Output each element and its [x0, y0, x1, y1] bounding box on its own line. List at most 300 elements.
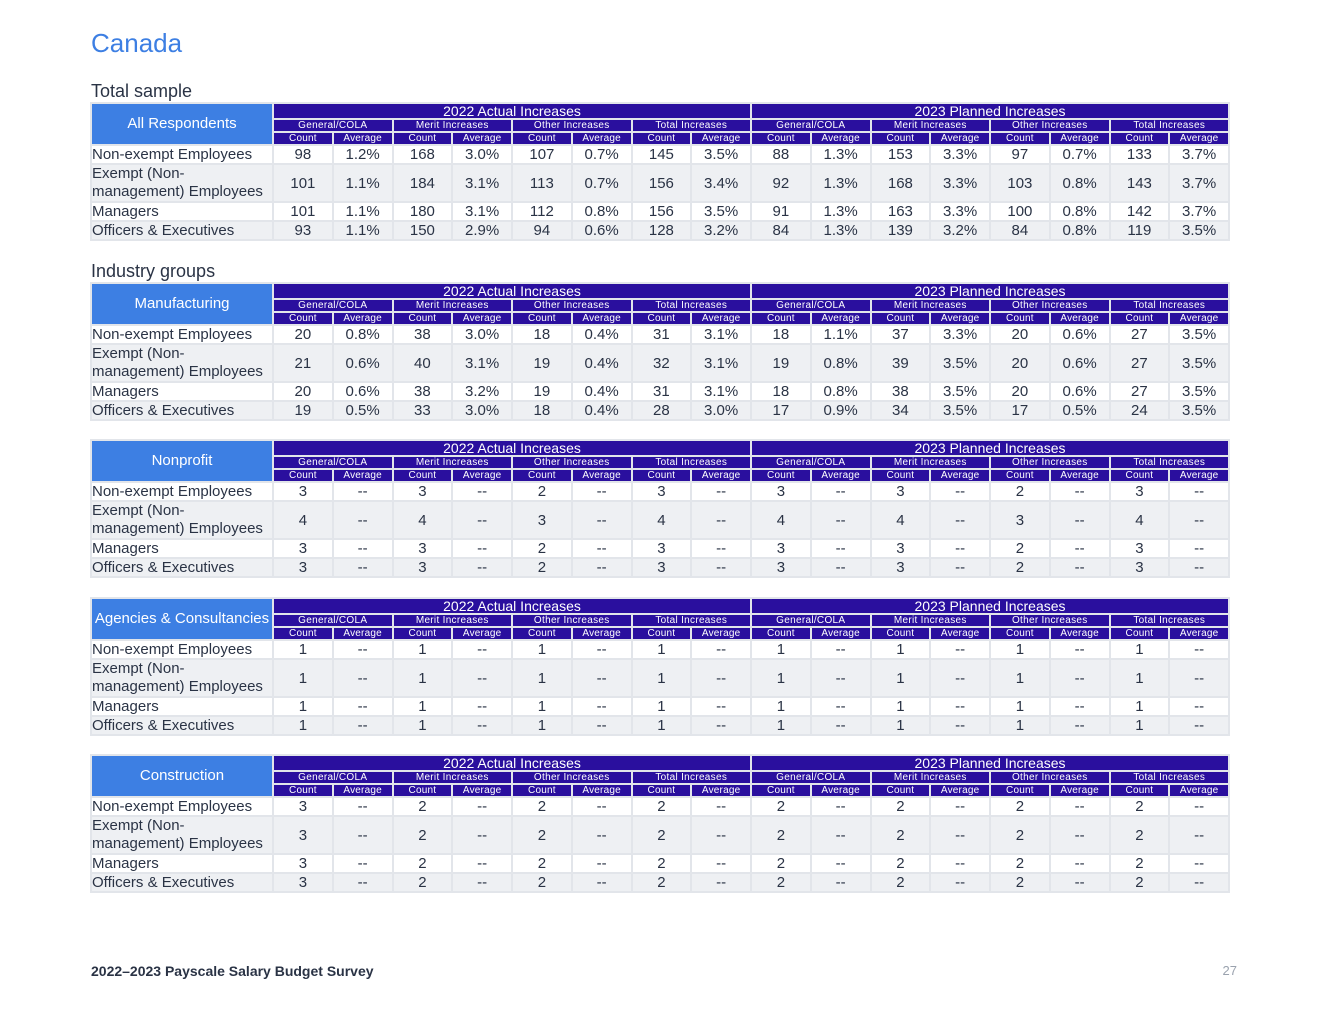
average-cell: 3.1% — [453, 203, 511, 220]
table-row — [92, 345, 1228, 381]
average-cell: -- — [1051, 641, 1109, 658]
average-cell: -- — [1051, 540, 1109, 557]
average-cell: -- — [453, 817, 511, 853]
average-cell: -- — [573, 559, 631, 576]
table-row — [92, 146, 1228, 163]
table-row — [92, 559, 1228, 576]
row-label: Managers — [92, 698, 272, 715]
count-cell: 1 — [394, 717, 452, 734]
row-label: Officers & Executives — [92, 222, 272, 239]
count-cell: 20 — [991, 326, 1049, 343]
average-cell: -- — [573, 641, 631, 658]
count-header: Count — [394, 785, 452, 796]
count-cell: 3 — [394, 483, 452, 500]
average-cell: -- — [573, 540, 631, 557]
count-cell: 3 — [872, 483, 930, 500]
count-cell: 2 — [1111, 817, 1169, 853]
average-cell: 0.9% — [812, 402, 870, 419]
group-header: All Respondents — [92, 104, 272, 144]
average-cell: -- — [1170, 483, 1228, 500]
average-cell: 0.8% — [334, 326, 392, 343]
section-label-total-sample: Total sample — [91, 81, 193, 101]
average-cell: 3.5% — [692, 203, 750, 220]
average-cell: 3.3% — [931, 326, 989, 343]
count-cell: 2 — [991, 798, 1049, 815]
average-header: Average — [931, 470, 989, 481]
salary-table — [90, 102, 1230, 241]
count-cell: 1 — [1111, 698, 1169, 715]
count-cell: 19 — [513, 383, 571, 400]
count-cell: 113 — [513, 165, 571, 201]
category-header: Other Increases — [513, 300, 631, 311]
average-cell: -- — [1170, 660, 1228, 696]
group-header: Construction — [92, 756, 272, 796]
category-header: Merit Increases — [872, 772, 990, 783]
count-cell: 2 — [513, 483, 571, 500]
average-header: Average — [573, 628, 631, 639]
average-cell: -- — [573, 660, 631, 696]
average-cell: 0.6% — [334, 383, 392, 400]
count-header: Count — [513, 785, 571, 796]
count-header: Count — [991, 628, 1049, 639]
count-cell: 1 — [1111, 641, 1169, 658]
count-cell: 184 — [394, 165, 452, 201]
category-header: Merit Increases — [872, 457, 990, 468]
average-cell: -- — [1051, 717, 1109, 734]
row-label: Officers & Executives — [92, 402, 272, 419]
average-cell: -- — [1051, 559, 1109, 576]
average-cell: 0.6% — [1051, 345, 1109, 381]
average-header: Average — [573, 470, 631, 481]
count-header: Count — [633, 470, 691, 481]
category-header: Merit Increases — [394, 120, 512, 131]
count-cell: 3 — [274, 540, 332, 557]
count-cell: 2 — [752, 874, 810, 891]
count-cell: 1 — [872, 660, 930, 696]
average-cell: -- — [931, 502, 989, 538]
average-cell: -- — [1051, 798, 1109, 815]
average-cell: -- — [334, 798, 392, 815]
average-cell: 3.1% — [692, 326, 750, 343]
average-header: Average — [931, 133, 989, 144]
average-cell: 3.3% — [931, 165, 989, 201]
average-cell: -- — [1170, 874, 1228, 891]
count-cell: 2 — [1111, 874, 1169, 891]
count-cell: 3 — [513, 502, 571, 538]
count-cell: 27 — [1111, 326, 1169, 343]
average-cell: 1.3% — [812, 222, 870, 239]
average-cell: -- — [573, 717, 631, 734]
average-cell: 3.2% — [692, 222, 750, 239]
count-header: Count — [633, 785, 691, 796]
category-header: Other Increases — [513, 772, 631, 783]
average-cell: -- — [692, 698, 750, 715]
count-cell: 2 — [513, 540, 571, 557]
count-header: Count — [1111, 470, 1169, 481]
period-header: 2023 Planned Increases — [752, 284, 1228, 298]
count-cell: 3 — [633, 483, 691, 500]
count-header: Count — [633, 313, 691, 324]
count-cell: 1 — [513, 717, 571, 734]
count-cell: 2 — [752, 798, 810, 815]
average-cell: -- — [812, 483, 870, 500]
count-header: Count — [752, 313, 810, 324]
category-header: Total Increases — [633, 300, 751, 311]
count-cell: 119 — [1111, 222, 1169, 239]
category-header: Other Increases — [991, 772, 1109, 783]
category-header: Merit Increases — [872, 300, 990, 311]
average-header: Average — [1051, 133, 1109, 144]
count-cell: 3 — [274, 559, 332, 576]
count-cell: 4 — [872, 502, 930, 538]
count-cell: 156 — [633, 203, 691, 220]
count-cell: 128 — [633, 222, 691, 239]
count-cell: 20 — [991, 345, 1049, 381]
count-header: Count — [274, 785, 332, 796]
count-cell: 27 — [1111, 383, 1169, 400]
count-cell: 3 — [1111, 540, 1169, 557]
average-header: Average — [334, 628, 392, 639]
average-cell: -- — [453, 660, 511, 696]
count-cell: 18 — [513, 326, 571, 343]
average-cell: -- — [1170, 817, 1228, 853]
count-cell: 3 — [274, 855, 332, 872]
table-row — [92, 222, 1228, 239]
count-cell: 2 — [752, 855, 810, 872]
average-cell: 1.1% — [334, 165, 392, 201]
average-cell: -- — [334, 502, 392, 538]
average-cell: -- — [692, 641, 750, 658]
count-cell: 4 — [633, 502, 691, 538]
average-cell: -- — [692, 798, 750, 815]
row-label: Officers & Executives — [92, 874, 272, 891]
row-label: Exempt (Non-management) Employees — [92, 817, 272, 853]
count-cell: 1 — [274, 698, 332, 715]
average-header: Average — [453, 628, 511, 639]
count-header: Count — [752, 470, 810, 481]
average-cell: -- — [692, 660, 750, 696]
count-cell: 2 — [872, 855, 930, 872]
period-header: 2023 Planned Increases — [752, 441, 1228, 455]
average-cell: -- — [931, 717, 989, 734]
average-cell: -- — [1051, 483, 1109, 500]
average-cell: 0.7% — [573, 146, 631, 163]
table-row — [92, 855, 1228, 872]
count-cell: 1 — [752, 641, 810, 658]
average-cell: -- — [1051, 874, 1109, 891]
average-cell: 0.8% — [812, 383, 870, 400]
average-cell: 3.1% — [453, 165, 511, 201]
count-cell: 18 — [752, 383, 810, 400]
average-cell: -- — [931, 874, 989, 891]
category-header: General/COLA — [752, 120, 870, 131]
count-cell: 84 — [752, 222, 810, 239]
count-cell: 1 — [752, 717, 810, 734]
average-cell: 0.8% — [812, 345, 870, 381]
average-cell: -- — [812, 717, 870, 734]
count-cell: 4 — [752, 502, 810, 538]
average-header: Average — [812, 470, 870, 481]
average-cell: 0.4% — [573, 326, 631, 343]
count-cell: 97 — [991, 146, 1049, 163]
count-cell: 180 — [394, 203, 452, 220]
average-header: Average — [1170, 133, 1228, 144]
average-header: Average — [1170, 628, 1228, 639]
count-cell: 1 — [274, 660, 332, 696]
category-header: Total Increases — [1111, 772, 1229, 783]
average-cell: -- — [453, 502, 511, 538]
row-label: Non-exempt Employees — [92, 641, 272, 658]
category-header: General/COLA — [274, 120, 392, 131]
average-cell: -- — [812, 698, 870, 715]
category-header: General/COLA — [274, 772, 392, 783]
average-cell: -- — [1170, 698, 1228, 715]
average-cell: 0.6% — [573, 222, 631, 239]
average-cell: -- — [453, 874, 511, 891]
average-cell: 3.0% — [453, 146, 511, 163]
count-cell: 91 — [752, 203, 810, 220]
category-header: Other Increases — [513, 615, 631, 626]
average-cell: 3.5% — [1170, 402, 1228, 419]
count-header: Count — [394, 628, 452, 639]
average-header: Average — [812, 133, 870, 144]
average-header: Average — [692, 785, 750, 796]
count-cell: 2 — [513, 855, 571, 872]
average-cell: 0.8% — [573, 203, 631, 220]
count-cell: 38 — [394, 383, 452, 400]
average-cell: 0.7% — [573, 165, 631, 201]
average-cell: -- — [573, 874, 631, 891]
average-cell: -- — [812, 559, 870, 576]
average-cell: -- — [573, 698, 631, 715]
count-cell: 168 — [872, 165, 930, 201]
average-cell: -- — [692, 874, 750, 891]
average-cell: -- — [1051, 855, 1109, 872]
count-header: Count — [752, 628, 810, 639]
category-header: Total Increases — [633, 120, 751, 131]
average-cell: 3.7% — [1170, 165, 1228, 201]
count-cell: 1 — [633, 641, 691, 658]
average-cell: -- — [453, 559, 511, 576]
count-cell: 1 — [513, 698, 571, 715]
average-cell: 3.3% — [931, 203, 989, 220]
count-header: Count — [991, 313, 1049, 324]
average-cell: -- — [1051, 698, 1109, 715]
category-header: Total Increases — [1111, 300, 1229, 311]
average-cell: 3.5% — [1170, 383, 1228, 400]
count-cell: 3 — [633, 540, 691, 557]
average-cell: -- — [931, 483, 989, 500]
average-cell: -- — [334, 483, 392, 500]
average-cell: -- — [812, 641, 870, 658]
row-label: Exempt (Non-management) Employees — [92, 165, 272, 201]
average-cell: -- — [453, 798, 511, 815]
average-cell: 3.4% — [692, 165, 750, 201]
count-cell: 3 — [633, 559, 691, 576]
table-row — [92, 165, 1228, 201]
period-header: 2022 Actual Increases — [274, 104, 750, 118]
average-cell: -- — [812, 817, 870, 853]
count-cell: 2 — [633, 874, 691, 891]
average-cell: 3.1% — [692, 345, 750, 381]
count-cell: 1 — [872, 717, 930, 734]
average-cell: 3.3% — [931, 146, 989, 163]
count-header: Count — [1111, 785, 1169, 796]
count-cell: 1 — [394, 698, 452, 715]
table-row — [92, 502, 1228, 538]
average-cell: -- — [334, 660, 392, 696]
average-cell: -- — [931, 540, 989, 557]
count-cell: 156 — [633, 165, 691, 201]
count-cell: 17 — [752, 402, 810, 419]
count-cell: 33 — [394, 402, 452, 419]
count-cell: 2 — [394, 817, 452, 853]
count-cell: 3 — [1111, 559, 1169, 576]
period-header: 2022 Actual Increases — [274, 441, 750, 455]
count-cell: 3 — [274, 817, 332, 853]
table-row — [92, 874, 1228, 891]
average-cell: -- — [931, 559, 989, 576]
average-cell: -- — [453, 641, 511, 658]
average-cell: -- — [692, 540, 750, 557]
average-cell: 1.3% — [812, 203, 870, 220]
count-cell: 4 — [1111, 502, 1169, 538]
average-cell: 3.7% — [1170, 203, 1228, 220]
count-cell: 100 — [991, 203, 1049, 220]
average-cell: 0.6% — [1051, 383, 1109, 400]
count-cell: 2 — [1111, 798, 1169, 815]
category-header: General/COLA — [752, 772, 870, 783]
average-cell: -- — [573, 502, 631, 538]
row-label: Managers — [92, 540, 272, 557]
count-cell: 163 — [872, 203, 930, 220]
period-header: 2022 Actual Increases — [274, 599, 750, 613]
count-cell: 3 — [1111, 483, 1169, 500]
count-cell: 142 — [1111, 203, 1169, 220]
salary-table — [90, 754, 1230, 893]
count-cell: 3 — [274, 874, 332, 891]
row-label: Managers — [92, 383, 272, 400]
count-cell: 2 — [872, 798, 930, 815]
average-cell: -- — [573, 798, 631, 815]
table-row — [92, 817, 1228, 853]
average-cell: 0.8% — [1051, 222, 1109, 239]
salary-table — [90, 439, 1230, 578]
average-cell: -- — [931, 855, 989, 872]
average-header: Average — [931, 628, 989, 639]
count-cell: 2 — [991, 817, 1049, 853]
count-cell: 2 — [752, 817, 810, 853]
count-header: Count — [991, 133, 1049, 144]
average-cell: -- — [334, 855, 392, 872]
count-cell: 37 — [872, 326, 930, 343]
average-header: Average — [1170, 470, 1228, 481]
salary-table — [90, 282, 1230, 421]
average-header: Average — [931, 313, 989, 324]
average-cell: 2.9% — [453, 222, 511, 239]
average-cell: 0.4% — [573, 383, 631, 400]
table-row — [92, 641, 1228, 658]
average-cell: 1.1% — [334, 222, 392, 239]
average-cell: 0.7% — [1051, 146, 1109, 163]
count-cell: 145 — [633, 146, 691, 163]
average-cell: -- — [453, 855, 511, 872]
count-cell: 27 — [1111, 345, 1169, 381]
count-cell: 4 — [274, 502, 332, 538]
count-cell: 31 — [633, 326, 691, 343]
count-cell: 92 — [752, 165, 810, 201]
category-header: Merit Increases — [394, 772, 512, 783]
average-cell: -- — [573, 817, 631, 853]
average-cell: 3.5% — [1170, 345, 1228, 381]
average-header: Average — [1170, 313, 1228, 324]
footer-title: 2022–2023 Payscale Salary Budget Survey — [91, 963, 374, 979]
count-cell: 3 — [394, 559, 452, 576]
average-cell: 1.1% — [812, 326, 870, 343]
average-cell: -- — [573, 855, 631, 872]
count-cell: 1 — [872, 641, 930, 658]
average-header: Average — [1051, 313, 1109, 324]
count-cell: 1 — [394, 641, 452, 658]
category-header: General/COLA — [752, 457, 870, 468]
average-header: Average — [1051, 785, 1109, 796]
count-cell: 1 — [274, 641, 332, 658]
count-cell: 2 — [1111, 855, 1169, 872]
average-cell: -- — [1170, 798, 1228, 815]
count-header: Count — [872, 470, 930, 481]
row-label: Managers — [92, 203, 272, 220]
category-header: Other Increases — [513, 457, 631, 468]
average-cell: -- — [334, 698, 392, 715]
count-header: Count — [394, 313, 452, 324]
count-cell: 3 — [274, 483, 332, 500]
salary-table — [90, 597, 1230, 736]
average-header: Average — [453, 470, 511, 481]
count-cell: 2 — [991, 874, 1049, 891]
average-cell: -- — [453, 698, 511, 715]
average-cell: -- — [1170, 855, 1228, 872]
count-header: Count — [752, 133, 810, 144]
count-header: Count — [513, 133, 571, 144]
period-header: 2022 Actual Increases — [274, 284, 750, 298]
average-cell: 0.8% — [1051, 165, 1109, 201]
average-cell: 0.8% — [1051, 203, 1109, 220]
count-cell: 2 — [633, 855, 691, 872]
count-cell: 18 — [752, 326, 810, 343]
average-cell: 1.3% — [812, 165, 870, 201]
count-cell: 32 — [633, 345, 691, 381]
category-header: Other Increases — [991, 300, 1109, 311]
period-header: 2023 Planned Increases — [752, 104, 1228, 118]
count-cell: 103 — [991, 165, 1049, 201]
count-header: Count — [633, 628, 691, 639]
average-cell: 0.4% — [573, 345, 631, 381]
count-cell: 153 — [872, 146, 930, 163]
count-cell: 1 — [513, 660, 571, 696]
average-cell: 3.5% — [1170, 326, 1228, 343]
average-cell: -- — [573, 483, 631, 500]
count-cell: 2 — [513, 817, 571, 853]
average-header: Average — [334, 470, 392, 481]
average-cell: 3.1% — [692, 383, 750, 400]
average-header: Average — [573, 133, 631, 144]
count-header: Count — [872, 133, 930, 144]
count-cell: 20 — [991, 383, 1049, 400]
average-cell: -- — [931, 660, 989, 696]
count-cell: 1 — [513, 641, 571, 658]
average-cell: -- — [453, 717, 511, 734]
count-header: Count — [274, 313, 332, 324]
